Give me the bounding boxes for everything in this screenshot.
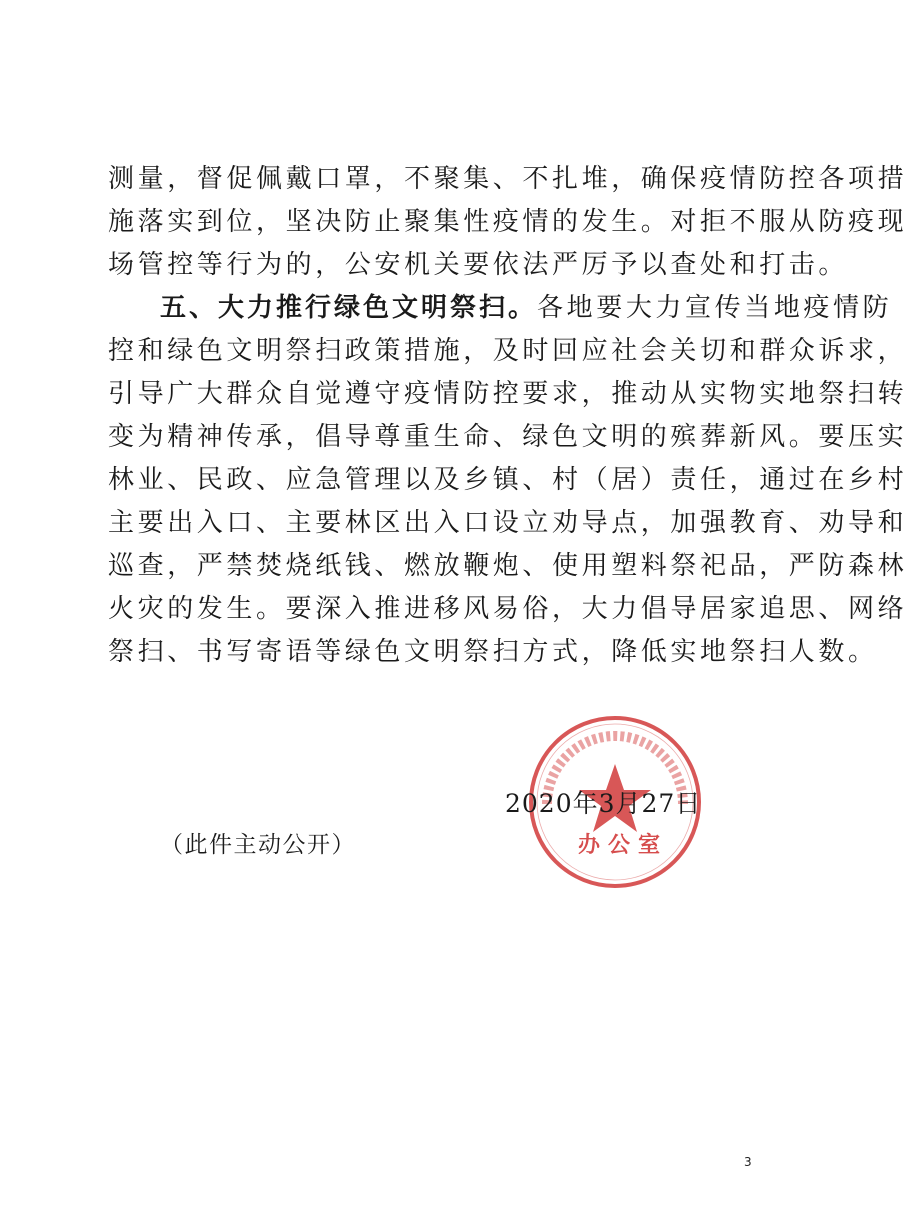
section-5-line-4: 变为精神传承，倡导尊重生命、绿色文明的殡葬新风。要压实 bbox=[108, 422, 907, 452]
section-5-line-7: 巡查，严禁焚烧纸钱、燃放鞭炮、使用塑料祭祀品，严防森林 bbox=[108, 551, 907, 581]
section-5-line-5: 林业、民政、应急管理以及乡镇、村（居）责任，通过在乡村 bbox=[108, 465, 907, 495]
section-5-line-3: 引导广大群众自觉遵守疫情防控要求，推动从实物实地祭扫转 bbox=[108, 379, 907, 409]
section-5-line-2: 控和绿色文明祭扫政策措施，及时回应社会关切和群众诉求， bbox=[108, 336, 907, 366]
section-5-line-6: 主要出入口、主要林区出入口设立劝导点，加强教育、劝导和 bbox=[108, 508, 907, 538]
body-line-2: 施落实到位，坚决防止聚集性疫情的发生。对拒不服从防疫现 bbox=[108, 207, 907, 237]
signature-date: 2020年3月27日 bbox=[505, 789, 702, 818]
section-5-first-line bbox=[160, 291, 893, 325]
body-line-1: 测量，督促佩戴口罩，不聚集、不扎堆，确保疫情防控各项措 bbox=[108, 164, 907, 194]
body-line-3: 场管控等行为的，公安机关要依法严厉予以查处和打击。 bbox=[108, 250, 849, 280]
section-5-line-9: 祭扫、书写寄语等绿色文明祭扫方式，降低实地祭扫人数。 bbox=[108, 637, 878, 667]
section-5-line-8: 火灾的发生。要深入推进移风易俗，大力倡导居家追思、网络 bbox=[108, 594, 907, 624]
section-5-first-line-text: 各地要大力宣传当地疫情防 bbox=[537, 293, 893, 323]
page-number: 3 bbox=[744, 1155, 752, 1169]
public-disclosure-note: （此件主动公开） bbox=[160, 832, 356, 858]
section-5-heading: 五、大力推行绿色文明祭扫。 bbox=[160, 293, 538, 323]
seal-office-text: 办公室 bbox=[578, 833, 669, 858]
